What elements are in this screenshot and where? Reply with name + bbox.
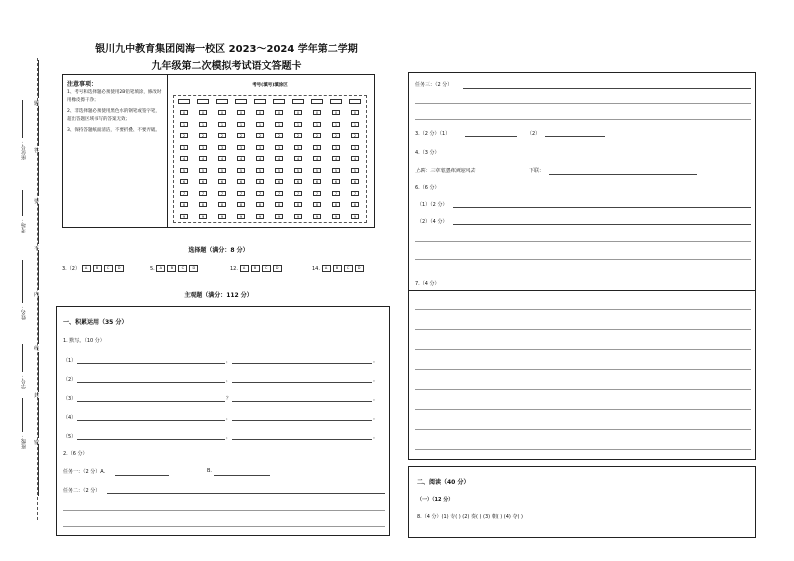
dictation-row-label: （4） — [63, 415, 77, 421]
choice-title: 选择题（满分：8 分） — [188, 247, 249, 254]
task3-line[interactable] — [415, 119, 751, 120]
margin-char: 密 — [34, 440, 40, 446]
id-digit-bubble[interactable]: 6 — [199, 179, 207, 184]
id-digit-bubble[interactable]: 4 — [180, 156, 188, 161]
student-no-label: 学号： — [21, 374, 27, 389]
q7-line[interactable] — [415, 369, 751, 370]
id-digit-write-box[interactable] — [349, 99, 361, 104]
id-digit-write-box[interactable] — [197, 99, 209, 104]
task2-line[interactable] — [63, 526, 385, 527]
q7-line[interactable] — [415, 449, 751, 450]
margin-segment — [38, 60, 39, 98]
q1-label: 1. 默写。（10 分） — [63, 338, 105, 344]
task3-line[interactable] — [415, 103, 751, 104]
room-field[interactable] — [22, 190, 23, 216]
id-digit-bubble[interactable]: 9 — [180, 214, 188, 219]
id-digit-bubble[interactable]: 7 — [218, 191, 226, 196]
id-digit-bubble[interactable]: 6 — [180, 179, 188, 184]
notice-item: 2、非选择题必须使用黑色水的钢笔或签字笔，超出答题区域书写的答案无效； — [67, 109, 160, 122]
choice-option[interactable]: D — [189, 265, 198, 272]
notice-item: 3、保持答题纸面清洁，不要折叠、不要弄破。 — [67, 128, 160, 133]
id-digit-bubble[interactable]: 1 — [199, 122, 207, 127]
id-digit-bubble[interactable]: 5 — [332, 168, 340, 173]
id-digit-bubble[interactable]: 1 — [256, 122, 264, 127]
id-digit-bubble[interactable]: 1 — [275, 122, 283, 127]
id-digit-bubble[interactable]: 8 — [180, 202, 188, 207]
task2-label: 任务二：（2 分） — [63, 488, 101, 494]
seat-field[interactable] — [22, 100, 23, 138]
id-digit-bubble[interactable]: 0 — [351, 110, 359, 115]
q7-line[interactable] — [415, 349, 751, 350]
id-digit-bubble[interactable]: 4 — [332, 156, 340, 161]
id-digit-bubble[interactable]: 3 — [275, 145, 283, 150]
dictation-row-label: （2） — [63, 377, 77, 383]
dictation-field[interactable] — [77, 439, 225, 440]
choice-q — [230, 265, 284, 272]
margin-char: 题 — [34, 101, 40, 107]
class-label: 班级： — [21, 434, 27, 449]
margin-segment — [38, 296, 39, 344]
id-digit-bubble[interactable]: 3 — [332, 145, 340, 150]
dictation-field[interactable] — [77, 363, 225, 364]
id-digit-bubble[interactable]: 4 — [256, 156, 264, 161]
id-digit-bubble[interactable]: 0 — [332, 110, 340, 115]
id-digit-bubble[interactable]: 1 — [313, 122, 321, 127]
id-digit-bubble[interactable]: 0 — [237, 110, 245, 115]
id-digit-bubble[interactable]: 5 — [199, 168, 207, 173]
id-digit-bubble[interactable]: 4 — [199, 156, 207, 161]
header — [64, 40, 389, 72]
dictation-field[interactable] — [232, 420, 372, 421]
reading-box — [408, 466, 756, 538]
id-digit-bubble[interactable]: 7 — [313, 191, 321, 196]
class-field[interactable] — [22, 398, 23, 432]
choice-q — [312, 265, 366, 272]
id-digit-bubble[interactable]: 5 — [218, 168, 226, 173]
id-digit-bubble[interactable]: 2 — [256, 133, 264, 138]
id-digit-bubble[interactable]: 9 — [237, 214, 245, 219]
id-digit-write-box[interactable] — [292, 99, 304, 104]
margin-segment — [38, 204, 39, 244]
choice-option[interactable]: C — [178, 265, 187, 272]
dictation-field[interactable] — [232, 382, 372, 383]
notice-title: 注意事项： — [67, 81, 98, 88]
id-digit-bubble[interactable]: 5 — [180, 168, 188, 173]
id-digit-bubble[interactable]: 6 — [275, 179, 283, 184]
id-digit-bubble[interactable]: 1 — [218, 122, 226, 127]
id-digit-bubble[interactable]: 9 — [275, 214, 283, 219]
id-digit-bubble[interactable]: 3 — [351, 145, 359, 150]
id-digit-bubble[interactable]: 7 — [256, 191, 264, 196]
task3-line[interactable] — [463, 88, 751, 89]
id-digit-bubble[interactable]: 9 — [218, 214, 226, 219]
q6-1-line[interactable] — [453, 207, 751, 208]
margin-char: 线 — [34, 346, 40, 352]
section1-box — [56, 306, 390, 536]
dictation-punct: ， — [226, 415, 232, 421]
id-digit-bubble[interactable]: 6 — [218, 179, 226, 184]
q4-label: 4.（3 分） — [415, 150, 440, 156]
id-digit-bubble[interactable]: 3 — [256, 145, 264, 150]
margin-segment — [38, 106, 39, 146]
id-digit-bubble[interactable]: 0 — [256, 110, 264, 115]
student-no-field[interactable] — [22, 344, 23, 372]
dictation-punct: 。 — [373, 377, 379, 383]
id-digit-bubble[interactable]: 4 — [237, 156, 245, 161]
id-digit-bubble[interactable]: 8 — [199, 202, 207, 207]
id-digit-bubble[interactable]: 8 — [237, 202, 245, 207]
id-digit-bubble[interactable]: 5 — [256, 168, 264, 173]
name-label: 姓名： — [21, 305, 27, 320]
choice-option[interactable]: A — [240, 265, 249, 272]
dictation-punct: ， — [226, 377, 232, 383]
name-field[interactable] — [22, 260, 23, 303]
id-digit-bubble[interactable]: 8 — [275, 202, 283, 207]
margin-char: 不 — [34, 246, 40, 252]
id-digit-bubble[interactable]: 8 — [218, 202, 226, 207]
id-digit-bubble[interactable]: 7 — [332, 191, 340, 196]
id-digit-bubble[interactable]: 5 — [313, 168, 321, 173]
id-digit-bubble[interactable]: 2 — [332, 133, 340, 138]
id-digit-bubble[interactable]: 1 — [332, 122, 340, 127]
choice-q-number: 12. — [230, 266, 238, 272]
id-digit-bubble[interactable]: 6 — [351, 179, 359, 184]
id-digit-bubble[interactable]: 0 — [275, 110, 283, 115]
dictation-punct: 。 — [373, 415, 379, 421]
id-digit-bubble[interactable]: 2 — [237, 133, 245, 138]
q2-label: 2.（6 分） — [63, 451, 88, 457]
dictation-punct: ？ — [226, 396, 232, 402]
q6-2-line[interactable] — [415, 259, 751, 260]
dictation-row-label: （5） — [63, 434, 77, 440]
task2-line[interactable] — [107, 493, 385, 494]
choice-option[interactable]: D — [355, 265, 364, 272]
id-digit-bubble[interactable]: 7 — [180, 191, 188, 196]
id-digit-bubble[interactable]: 1 — [294, 122, 302, 127]
id-digit-bubble[interactable]: 0 — [294, 110, 302, 115]
task3-label: 任务三：（2 分） — [415, 82, 453, 88]
dictation-field[interactable] — [232, 401, 372, 402]
q6-1-label: （1）（2 分） — [417, 202, 448, 208]
id-digit-bubble[interactable]: 4 — [275, 156, 283, 161]
room-label: 考场： — [21, 218, 27, 233]
margin-char: 内 — [34, 292, 40, 298]
id-digit-write-box[interactable] — [178, 99, 190, 104]
q7-answer-area — [409, 290, 755, 460]
section1-title: 一、积累运用（35 分） — [63, 319, 128, 326]
id-digit-bubble[interactable]: 2 — [275, 133, 283, 138]
dictation-field[interactable] — [77, 420, 225, 421]
id-digit-bubble[interactable]: 5 — [294, 168, 302, 173]
q7-line[interactable] — [415, 309, 751, 310]
q3-2-field[interactable] — [545, 136, 605, 137]
id-digit-bubble[interactable]: 2 — [313, 133, 321, 138]
id-digit-bubble[interactable]: 7 — [275, 191, 283, 196]
id-digit-bubble[interactable]: 2 — [294, 133, 302, 138]
reading-sub: （一）（12 分） — [417, 497, 454, 503]
dictation-row-label: （3） — [63, 396, 77, 402]
dictation-field[interactable] — [232, 363, 372, 364]
id-digit-bubble[interactable]: 9 — [332, 214, 340, 219]
id-digit-bubble[interactable]: 0 — [218, 110, 226, 115]
dictation-field[interactable] — [232, 439, 372, 440]
id-digit-bubble[interactable]: 3 — [218, 145, 226, 150]
q6-2-line[interactable] — [415, 241, 751, 242]
choice-q — [62, 265, 126, 272]
id-digit-write-box[interactable] — [273, 99, 285, 104]
dictation-field[interactable] — [77, 382, 225, 383]
id-digit-bubble[interactable]: 8 — [256, 202, 264, 207]
id-digit-bubble[interactable]: 1 — [237, 122, 245, 127]
id-digit-bubble[interactable]: 3 — [199, 145, 207, 150]
id-digit-bubble[interactable]: 3 — [237, 145, 245, 150]
id-digit-bubble[interactable]: 9 — [351, 214, 359, 219]
info-box — [62, 74, 375, 228]
id-digit-bubble[interactable]: 7 — [237, 191, 245, 196]
q3-1-field[interactable] — [465, 136, 517, 137]
page-title: 银川九中教育集团阅海一校区 2023～2024 学年第二学期 — [95, 44, 358, 55]
notice-item: 1、考号和选择题必须使用2B铅笔填涂，修改时用橡皮擦干净； — [67, 90, 162, 103]
choice-option[interactable]: B — [93, 265, 102, 272]
dictation-punct: 。 — [373, 396, 379, 402]
id-digit-bubble[interactable]: 4 — [313, 156, 321, 161]
notice-list — [67, 89, 163, 135]
reading-title: 二、阅读（40 分） — [417, 479, 470, 486]
id-digit-bubble[interactable]: 5 — [275, 168, 283, 173]
dictation-punct: ， — [226, 434, 232, 440]
dictation-punct: 。 — [373, 358, 379, 364]
id-digit-bubble[interactable]: 1 — [351, 122, 359, 127]
id-digit-write-box[interactable] — [235, 99, 247, 104]
id-digit-bubble[interactable]: 0 — [199, 110, 207, 115]
id-digit-bubble[interactable]: 4 — [351, 156, 359, 161]
q3-2-label: （2） — [527, 131, 541, 137]
q8-label[interactable]: 8.（4 分）(1) 专( ) (2) 奏( ) (3) 朝( ) (4) 夺( ) — [417, 514, 523, 520]
id-digit-bubble[interactable]: 6 — [237, 179, 245, 184]
q3-label: 3.（2 分）（1） — [415, 131, 451, 137]
margin-char: 封 — [34, 393, 40, 399]
id-digit-bubble[interactable]: 4 — [294, 156, 302, 161]
choice-option[interactable]: C — [262, 265, 271, 272]
id-digit-write-box[interactable] — [330, 99, 342, 104]
choice-q — [150, 265, 200, 272]
id-digit-bubble[interactable]: 6 — [332, 179, 340, 184]
page-subtitle: 九年级第二次模拟考试语文答题卡 — [151, 61, 302, 72]
choice-q-number: 3.（2） — [62, 266, 80, 272]
id-digit-write-box[interactable] — [216, 99, 228, 104]
id-digit-bubble[interactable]: 2 — [351, 133, 359, 138]
q6-label: 6.（6 分） — [415, 185, 440, 191]
id-digit-bubble[interactable]: 9 — [199, 214, 207, 219]
choice-q-number: 5. — [150, 266, 155, 272]
choice-option[interactable]: A — [322, 265, 331, 272]
margin-char: 要 — [34, 199, 40, 205]
upper-couplet: 上联：三年笔墨挥洒迎风去 — [415, 168, 476, 174]
choice-option[interactable]: B — [251, 265, 260, 272]
id-digit-write-box[interactable] — [311, 99, 323, 104]
margin-segment — [38, 398, 39, 438]
margin-segment — [38, 352, 39, 392]
q6-2-line[interactable] — [453, 224, 751, 225]
choice-option[interactable]: C — [104, 265, 113, 272]
id-digit-bubble[interactable]: 6 — [313, 179, 321, 184]
id-digit-bubble[interactable]: 9 — [294, 214, 302, 219]
choice-option[interactable]: C — [344, 265, 353, 272]
id-digit-bubble[interactable]: 8 — [294, 202, 302, 207]
q7-label: 7.（4 分） — [415, 281, 440, 287]
task1-label: 任务一：（2 分）A. — [63, 469, 106, 475]
choice-option[interactable]: B — [333, 265, 342, 272]
id-digit-bubble[interactable]: 9 — [256, 214, 264, 219]
q7-line[interactable] — [415, 429, 751, 430]
lower-couplet-label: 下联： — [529, 168, 545, 174]
id-digit-bubble[interactable]: 0 — [313, 110, 321, 115]
task1-b-field[interactable] — [214, 475, 270, 476]
right-answer-box — [408, 72, 756, 460]
id-digit-bubble[interactable]: 8 — [332, 202, 340, 207]
lower-couplet-field[interactable] — [549, 174, 697, 175]
margin-char: 答 — [34, 148, 40, 154]
seat-label: 座位号： — [21, 140, 27, 160]
id-digit-bubble[interactable]: 8 — [351, 202, 359, 207]
id-digit-bubble[interactable]: 6 — [256, 179, 264, 184]
id-digit-write-box[interactable] — [254, 99, 266, 104]
margin-segment — [38, 444, 39, 496]
id-digit-bubble[interactable]: 7 — [351, 191, 359, 196]
id-digit-bubble[interactable]: 2 — [180, 133, 188, 138]
id-digit-bubble[interactable]: 2 — [218, 133, 226, 138]
id-digit-bubble[interactable]: 5 — [351, 168, 359, 173]
id-digit-bubble[interactable]: 7 — [199, 191, 207, 196]
dictation-punct: ， — [226, 358, 232, 364]
id-digit-bubble[interactable]: 6 — [294, 179, 302, 184]
id-digit-bubble[interactable]: 9 — [313, 214, 321, 219]
choice-option[interactable]: D — [273, 265, 282, 272]
choice-q-number: 14. — [312, 266, 320, 272]
task1-b-label: B. — [207, 468, 213, 474]
choice-option[interactable]: A — [82, 265, 91, 272]
q6-2-label: （2）（4 分） — [417, 219, 448, 225]
id-digit-bubble[interactable]: 2 — [199, 133, 207, 138]
id-digit-bubble[interactable]: 0 — [180, 110, 188, 115]
choice-option[interactable]: D — [115, 265, 124, 272]
q7-line[interactable] — [415, 329, 751, 330]
dictation-field[interactable] — [77, 401, 225, 402]
id-grid-title: 考号(填号)填涂区 — [252, 83, 288, 88]
id-digit-bubble[interactable]: 3 — [294, 145, 302, 150]
id-grid — [173, 83, 367, 223]
id-digit-bubble[interactable]: 5 — [237, 168, 245, 173]
margin-segment — [38, 152, 39, 196]
id-digit-bubble[interactable]: 7 — [294, 191, 302, 196]
dictation-punct: 。 — [373, 434, 379, 440]
id-digit-bubble[interactable]: 4 — [218, 156, 226, 161]
q7-line[interactable] — [415, 389, 751, 390]
subjective-title: 主观题（满分：112 分） — [184, 292, 253, 299]
task1-a-field[interactable] — [115, 475, 169, 476]
choice-option[interactable]: B — [167, 265, 176, 272]
id-digit-bubble[interactable]: 3 — [180, 145, 188, 150]
id-digit-bubble[interactable]: 3 — [313, 145, 321, 150]
id-digit-bubble[interactable]: 8 — [313, 202, 321, 207]
id-digit-bubble[interactable]: 1 — [180, 122, 188, 127]
task2-line[interactable] — [63, 510, 385, 511]
notice-panel — [63, 75, 168, 227]
margin-segment — [38, 250, 39, 290]
q7-line[interactable] — [415, 409, 751, 410]
choice-option[interactable]: A — [156, 265, 165, 272]
dictation-row-label: （1） — [63, 358, 77, 364]
